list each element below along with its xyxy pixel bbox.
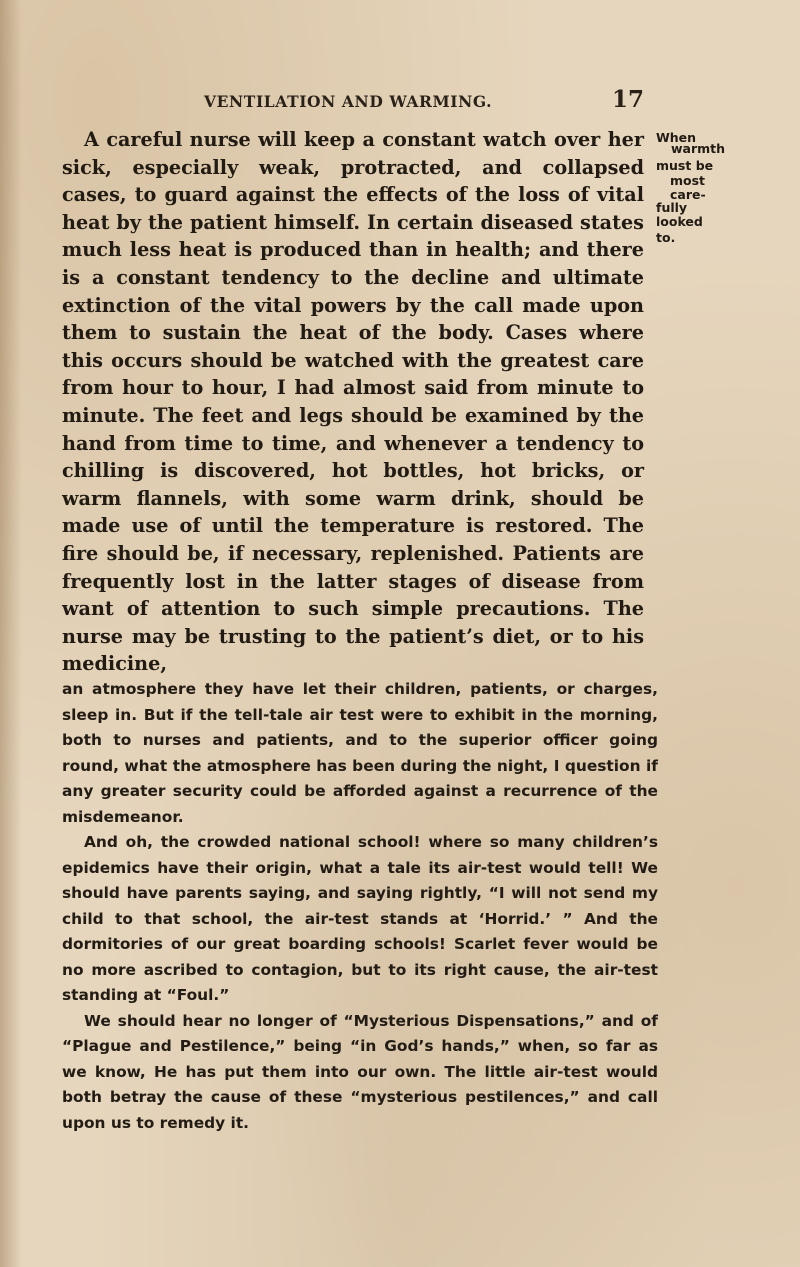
running-head bbox=[204, 86, 644, 116]
inset-paragraph: And oh, the crowded national school! where so many children’s epidemics have their origin, what a tale its air-test would tell! We should have parents saying, and saying rightly, “I will not send my child to that school, the air-test stands at ‘Horrid.’ ” And the dormitories of our great boarding schools! Scarlet fever would be no more ascribed to contagion, but to its right cause, the air-test standing at “Foul.” bbox=[62, 833, 658, 1004]
inset-text-block bbox=[62, 677, 658, 1136]
page-number: 17 bbox=[611, 86, 644, 113]
running-title: VENTILATION AND WARMING. bbox=[204, 92, 493, 111]
margin-note-line: warmth bbox=[671, 140, 726, 156]
margin-note bbox=[656, 131, 736, 244]
margin-note-line: When bbox=[656, 130, 697, 145]
margin-note-line: to. bbox=[656, 229, 676, 245]
main-paragraph: A careful nurse will keep a constant watch over her sick, especially weak, protracted, and collapsed cases, to guard against the effects of the loss of vital heat by the patient himself. In certain diseased states much less heat is produced than in health; and there is a constant tendency to the decline and ultimate extinction of the vital powers by the call made upon them to sustain the heat of the body. Cases where this occurs should be watched with the greatest care from hour to hour, I had almost said from minute to minute. The feet and legs should be examined by the hand from time to time, and whenever a tendency to chilling is discovered, hot bottles, hot bricks, or warm flannels, with some warm drink, should be made use of until the temperature is restored. The fire should be, if necessary, replenished. Patients are frequently lost in the latter stages of disease from want of attention to such simple precautions. The nurse may be trusting to the patient’s diet, or to his medicine, bbox=[62, 128, 644, 676]
margin-note-line: most care- bbox=[670, 173, 706, 203]
inset-paragraph: an atmosphere they have let their children, patients, or charges, sleep in. But if the tell-tale air test were to exhibit in the morning, both to nurses and patients, and to the superior officer going round, what the atmosphere has been during the night, I question if any greater security could be afforded against a recurrence of the misdemeanor. bbox=[62, 680, 658, 826]
page-edge-shadow bbox=[0, 0, 22, 1267]
margin-note-line: must be bbox=[656, 157, 714, 173]
main-text-block bbox=[62, 126, 644, 678]
inset-paragraph: We should hear no longer of “Mysterious Dispensations,” and of “Plague and Pestilence,” being “in God’s hands,” when, so far as we know, He has put them into our own. The little air-test would both betray the cause of these “mysterious pestilences,” and call upon us to remedy it. bbox=[62, 1011, 658, 1132]
margin-note-line: fully looked bbox=[656, 199, 703, 229]
